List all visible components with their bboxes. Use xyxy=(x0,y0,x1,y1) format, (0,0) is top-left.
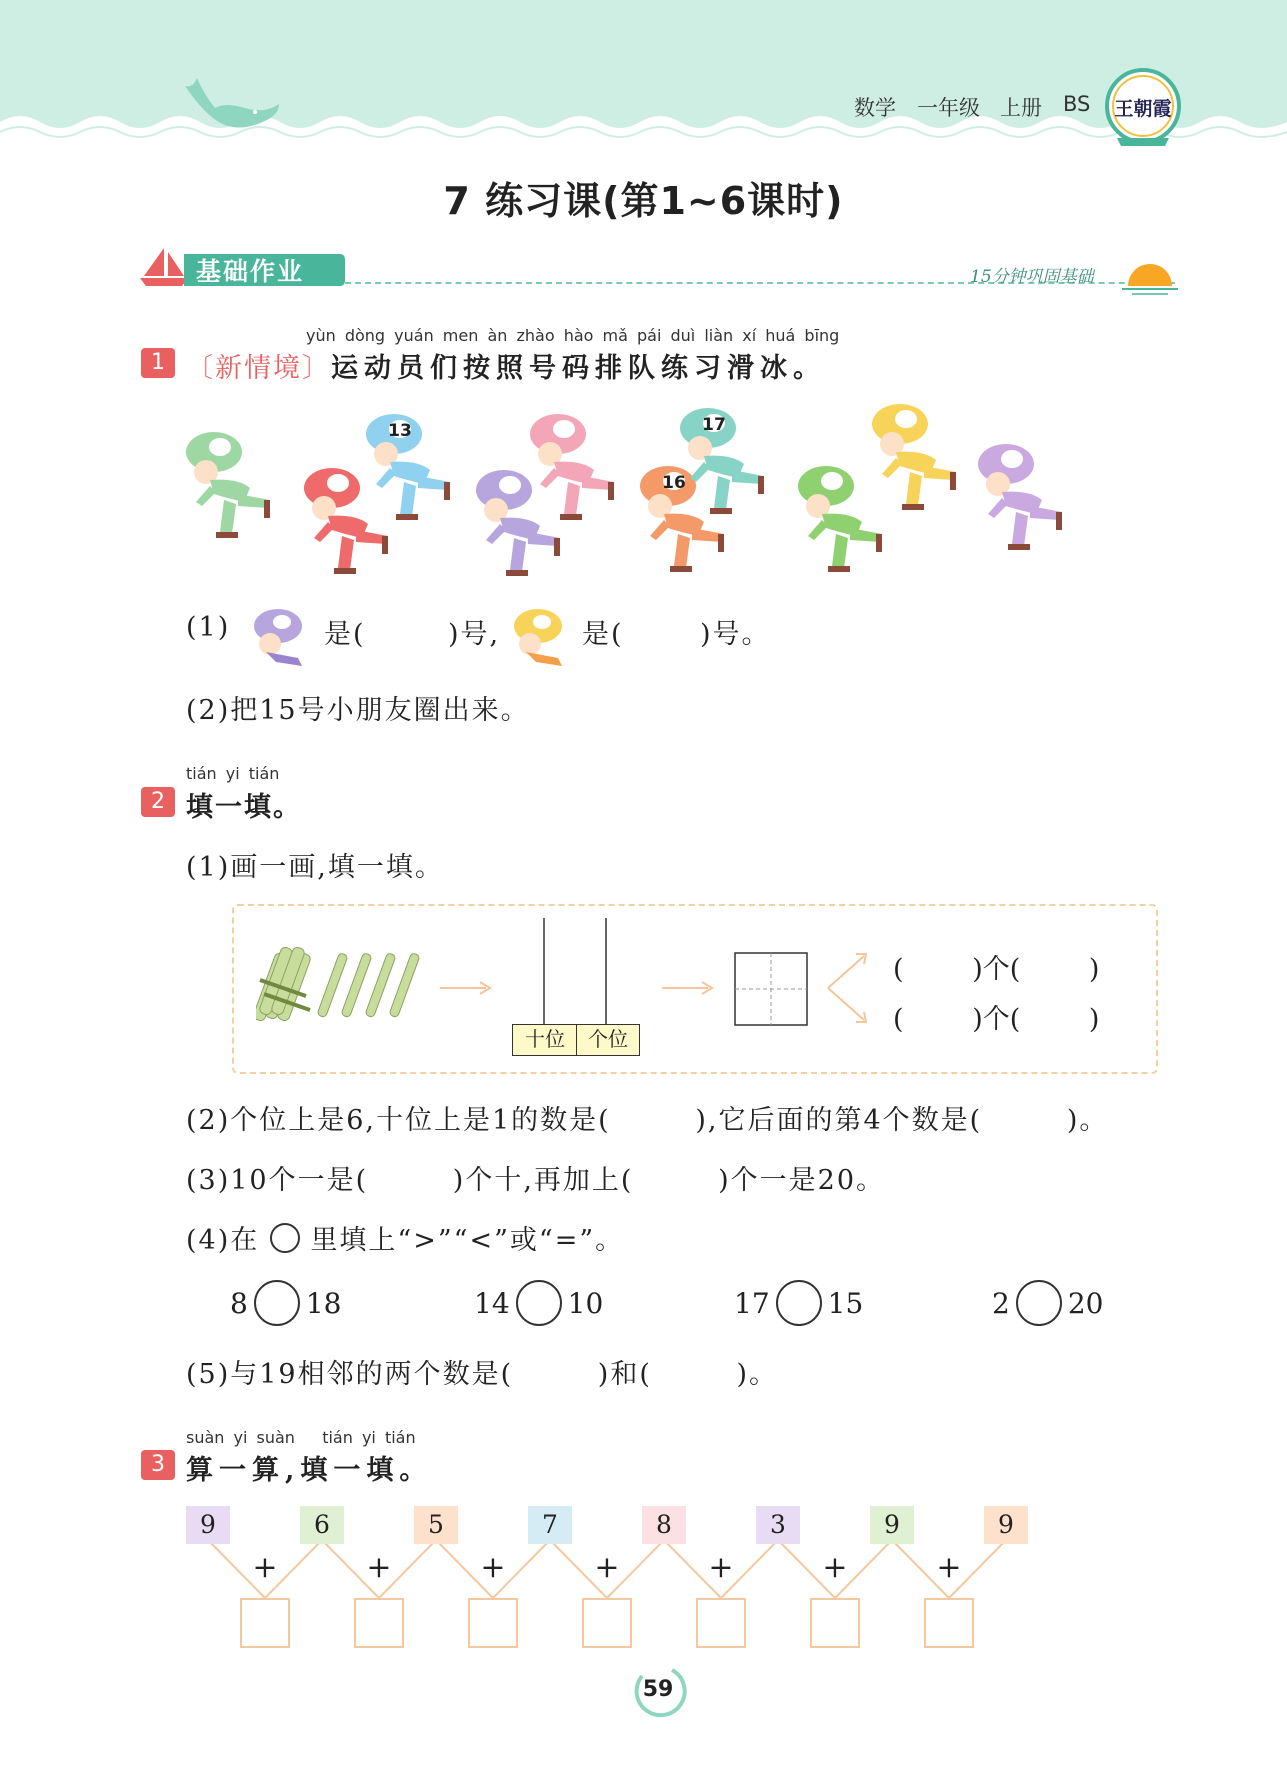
q3-pinyin: suàn yi suàn tián yi tián xyxy=(186,1428,416,1447)
sum-answer-box[interactable] xyxy=(810,1598,860,1648)
q2-sub3: (3)10个一是( )个十,再加上( )个一是20。 xyxy=(186,1165,885,1196)
skaters-illustration xyxy=(180,400,1080,590)
compare-right: 10 xyxy=(567,1286,604,1320)
plus-sign: + xyxy=(480,1550,506,1585)
sum-answer-box[interactable] xyxy=(240,1598,290,1648)
header-edition: BS xyxy=(1063,92,1091,116)
whale-icon xyxy=(175,78,285,138)
compare-answer-circle[interactable] xyxy=(516,1280,562,1326)
skater-figure xyxy=(674,404,784,534)
counter-rod-right xyxy=(604,918,608,1026)
split-arrows-icon xyxy=(826,948,870,1028)
sum-answer-box[interactable] xyxy=(696,1598,746,1648)
plus-sign: + xyxy=(252,1550,278,1585)
addend-number: 8 xyxy=(642,1506,686,1544)
addend-number: 3 xyxy=(756,1506,800,1544)
q2-sub4 xyxy=(186,1218,624,1257)
compare-left: 2 xyxy=(992,1286,1010,1320)
arrow-icon xyxy=(660,978,716,998)
header-band xyxy=(0,0,1287,150)
skater-number: 17 xyxy=(702,415,726,435)
q3-number-badge: 3 xyxy=(141,1450,175,1480)
answer-grid-box[interactable] xyxy=(734,952,808,1026)
skater-number: 16 xyxy=(662,473,686,493)
skater-figure xyxy=(524,410,634,540)
skater-figure xyxy=(972,440,1082,570)
arrow-icon xyxy=(438,978,494,998)
plus-sign: + xyxy=(822,1550,848,1585)
q3-text: 算一算,填一填。 xyxy=(186,1455,433,1486)
q2-sub4-a: (4)在 xyxy=(186,1225,260,1256)
plus-sign: + xyxy=(936,1550,962,1585)
compare-answer-circle[interactable] xyxy=(254,1280,300,1326)
q2-pinyin: tián yi tián xyxy=(186,764,280,783)
q2-sub4-b: 里填上“>”“<”或“=”。 xyxy=(310,1225,625,1256)
compare-left: 8 xyxy=(230,1286,248,1320)
sticks-bundle-icon xyxy=(256,942,426,1032)
section-right-text: 15分钟巩固基础 xyxy=(970,267,1094,287)
header-volume: 上册 xyxy=(1000,96,1042,120)
addend-number: 9 xyxy=(984,1506,1028,1544)
compare-item xyxy=(734,1280,863,1326)
addition-chain xyxy=(0,1500,1287,1660)
sum-answer-box[interactable] xyxy=(354,1598,404,1648)
place-ones-label: 个位 xyxy=(576,1024,640,1056)
plus-sign: + xyxy=(366,1550,392,1585)
header-grade: 一年级 xyxy=(917,96,980,120)
compare-row xyxy=(0,1280,1287,1336)
skater-figure xyxy=(360,410,470,540)
q1-text: 运动员们按照号码排队练习滑冰。 xyxy=(331,353,826,384)
addend-number: 9 xyxy=(186,1506,230,1544)
q1-tag: 〔新情境〕 xyxy=(186,353,331,384)
section-tag xyxy=(140,246,345,288)
q1-number-badge: 1 xyxy=(141,348,175,378)
tens-ones-row-2: ( )个( ) xyxy=(893,1004,1100,1035)
q1-sub1-hao: )号, xyxy=(448,619,501,650)
q2-sub2: (2)个位上是6,十位上是1的数是( ),它后面的第4个数是( )。 xyxy=(186,1105,1109,1136)
sum-answer-box[interactable] xyxy=(468,1598,518,1648)
addend-number: 5 xyxy=(414,1506,458,1544)
q1-sub1-prefix: (1) xyxy=(186,612,231,643)
section-label: 基础作业 xyxy=(196,257,305,286)
sum-answer-box[interactable] xyxy=(924,1598,974,1648)
addend-number: 9 xyxy=(870,1506,914,1544)
q1-sub1-is: 是( xyxy=(324,619,366,650)
q2-sub5: (5)与19相邻的两个数是( )和( )。 xyxy=(186,1359,779,1390)
tens-ones-row-1: ( )个( ) xyxy=(893,954,1100,985)
brand-logo xyxy=(1103,62,1183,150)
compare-left: 17 xyxy=(734,1286,770,1320)
plus-sign: + xyxy=(594,1550,620,1585)
logo-text: 王朝霞 xyxy=(1114,98,1172,120)
compare-answer-circle[interactable] xyxy=(776,1280,822,1326)
circle-symbol-icon xyxy=(270,1223,300,1253)
q1-pinyin: yùn dòng yuán men àn zhào hào mǎ pái duì liàn xí huá bīng xyxy=(306,326,840,345)
q2-sub1: (1)画一画,填一填。 xyxy=(186,852,444,883)
sunset-icon xyxy=(1122,256,1178,296)
yellow-helmet-skater-icon xyxy=(506,606,572,666)
q1-sub1-is2: 是( xyxy=(582,619,624,650)
page-title: 7 练习课(第1~6课时) xyxy=(443,179,844,223)
compare-right: 20 xyxy=(1067,1286,1104,1320)
plus-sign: + xyxy=(708,1550,734,1585)
compare-item xyxy=(992,1280,1103,1326)
q2-number-badge: 2 xyxy=(141,787,175,817)
skater-figure xyxy=(866,400,976,530)
page-number: 59 xyxy=(642,1677,674,1702)
q1-sub2: (2)把15号小朋友圈出来。 xyxy=(186,695,530,726)
compare-right: 15 xyxy=(827,1286,864,1320)
compare-answer-circle[interactable] xyxy=(1016,1280,1062,1326)
q1-sub1 xyxy=(186,612,886,672)
compare-item xyxy=(474,1280,603,1326)
sum-answer-box[interactable] xyxy=(582,1598,632,1648)
place-tens-label: 十位 xyxy=(512,1024,578,1056)
q1-sub1-end: )号。 xyxy=(700,619,771,650)
addend-number: 7 xyxy=(528,1506,572,1544)
compare-item xyxy=(230,1280,341,1326)
q2-text: 填一填。 xyxy=(186,792,302,823)
counter-rods-icon xyxy=(540,918,600,1026)
addend-number: 6 xyxy=(300,1506,344,1544)
compare-left: 14 xyxy=(474,1286,510,1320)
header-subject: 数学 xyxy=(854,96,896,120)
skater-figure xyxy=(180,428,290,558)
compare-right: 18 xyxy=(305,1286,342,1320)
purple-helmet-skater-icon xyxy=(246,606,312,666)
skater-number: 13 xyxy=(388,421,412,441)
